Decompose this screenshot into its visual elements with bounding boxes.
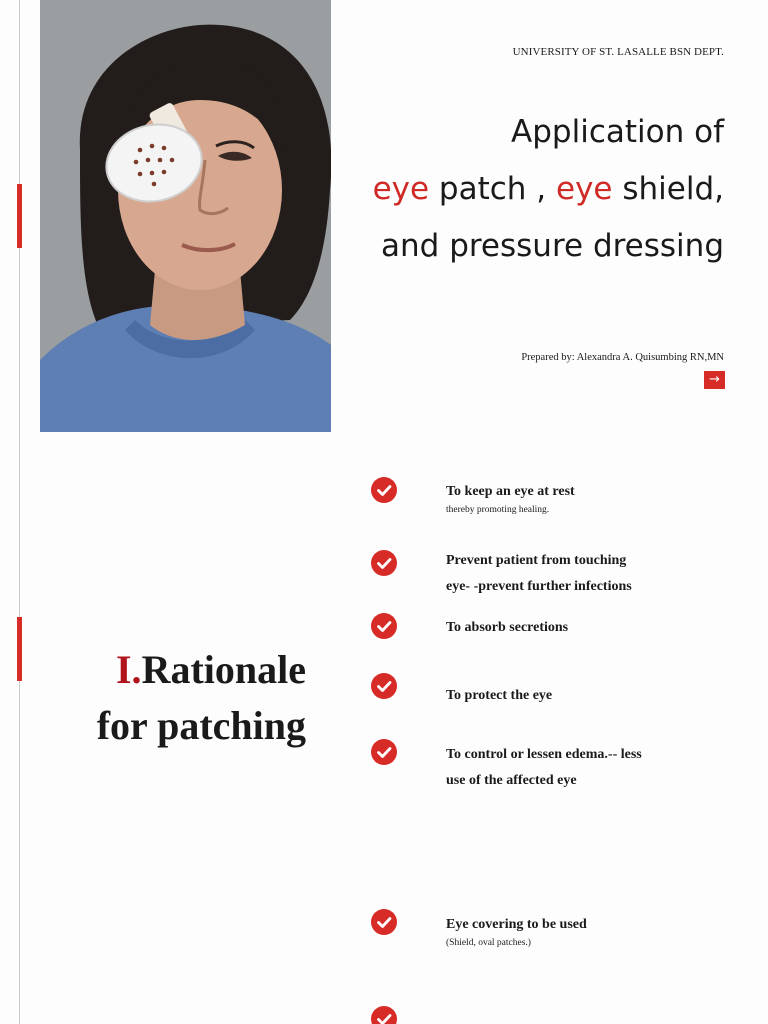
- item-text: To absorb secretions: [446, 620, 569, 635]
- check-circle-icon: [371, 1006, 397, 1024]
- item-text: To control or lessen edema.-- less: [446, 747, 642, 762]
- title-keyword-eye-1: eye: [372, 171, 430, 207]
- title-text-patch: patch ,: [429, 171, 557, 207]
- check-circle-icon: [371, 909, 397, 935]
- item-text: Prevent patient from touching: [446, 553, 627, 568]
- prepared-by: Prepared by: Alexandra A. Quisumbing RN,MN: [521, 352, 724, 363]
- slide-title: [373, 104, 724, 275]
- check-circle-icon: [371, 550, 397, 576]
- item-text-line-2: eye- -prevent further infections: [446, 579, 632, 594]
- item-subtext: thereby promoting healing.: [446, 505, 550, 515]
- item-subtext: (Shield, oval patches.): [446, 938, 531, 948]
- section-heading: [97, 642, 306, 754]
- check-circle-icon: [371, 477, 397, 503]
- item-text: To protect the eye: [446, 688, 553, 703]
- title-line-1: Application of: [511, 114, 724, 150]
- item-text-line-2: use of the affected eye: [446, 773, 577, 788]
- patient-photo: [40, 0, 331, 432]
- check-circle-icon: [371, 613, 397, 639]
- title-keyword-eye-2: eye: [556, 171, 613, 207]
- next-slide-button[interactable]: [704, 371, 725, 389]
- title-line-2: [373, 161, 724, 218]
- rationale-slide: [0, 432, 768, 1024]
- title-text-shield: shield,: [612, 171, 724, 207]
- title-slide: [0, 0, 768, 432]
- item-text: Eye covering to be used: [446, 917, 587, 932]
- section-title-line-1: Rationale: [141, 647, 306, 692]
- item-text: To keep an eye at rest: [446, 484, 575, 499]
- check-circle-icon: [371, 673, 397, 699]
- section-title-line-2: for patching: [96, 703, 306, 748]
- arrow-right-icon: →: [709, 372, 720, 387]
- patient-illustration: [40, 0, 331, 432]
- section-number: I.: [115, 647, 142, 692]
- check-circle-icon: [371, 739, 397, 765]
- university-label: UNIVERSITY OF ST. LASALLE BSN DEPT.: [512, 46, 724, 58]
- title-line-3: and pressure dressing: [381, 228, 724, 264]
